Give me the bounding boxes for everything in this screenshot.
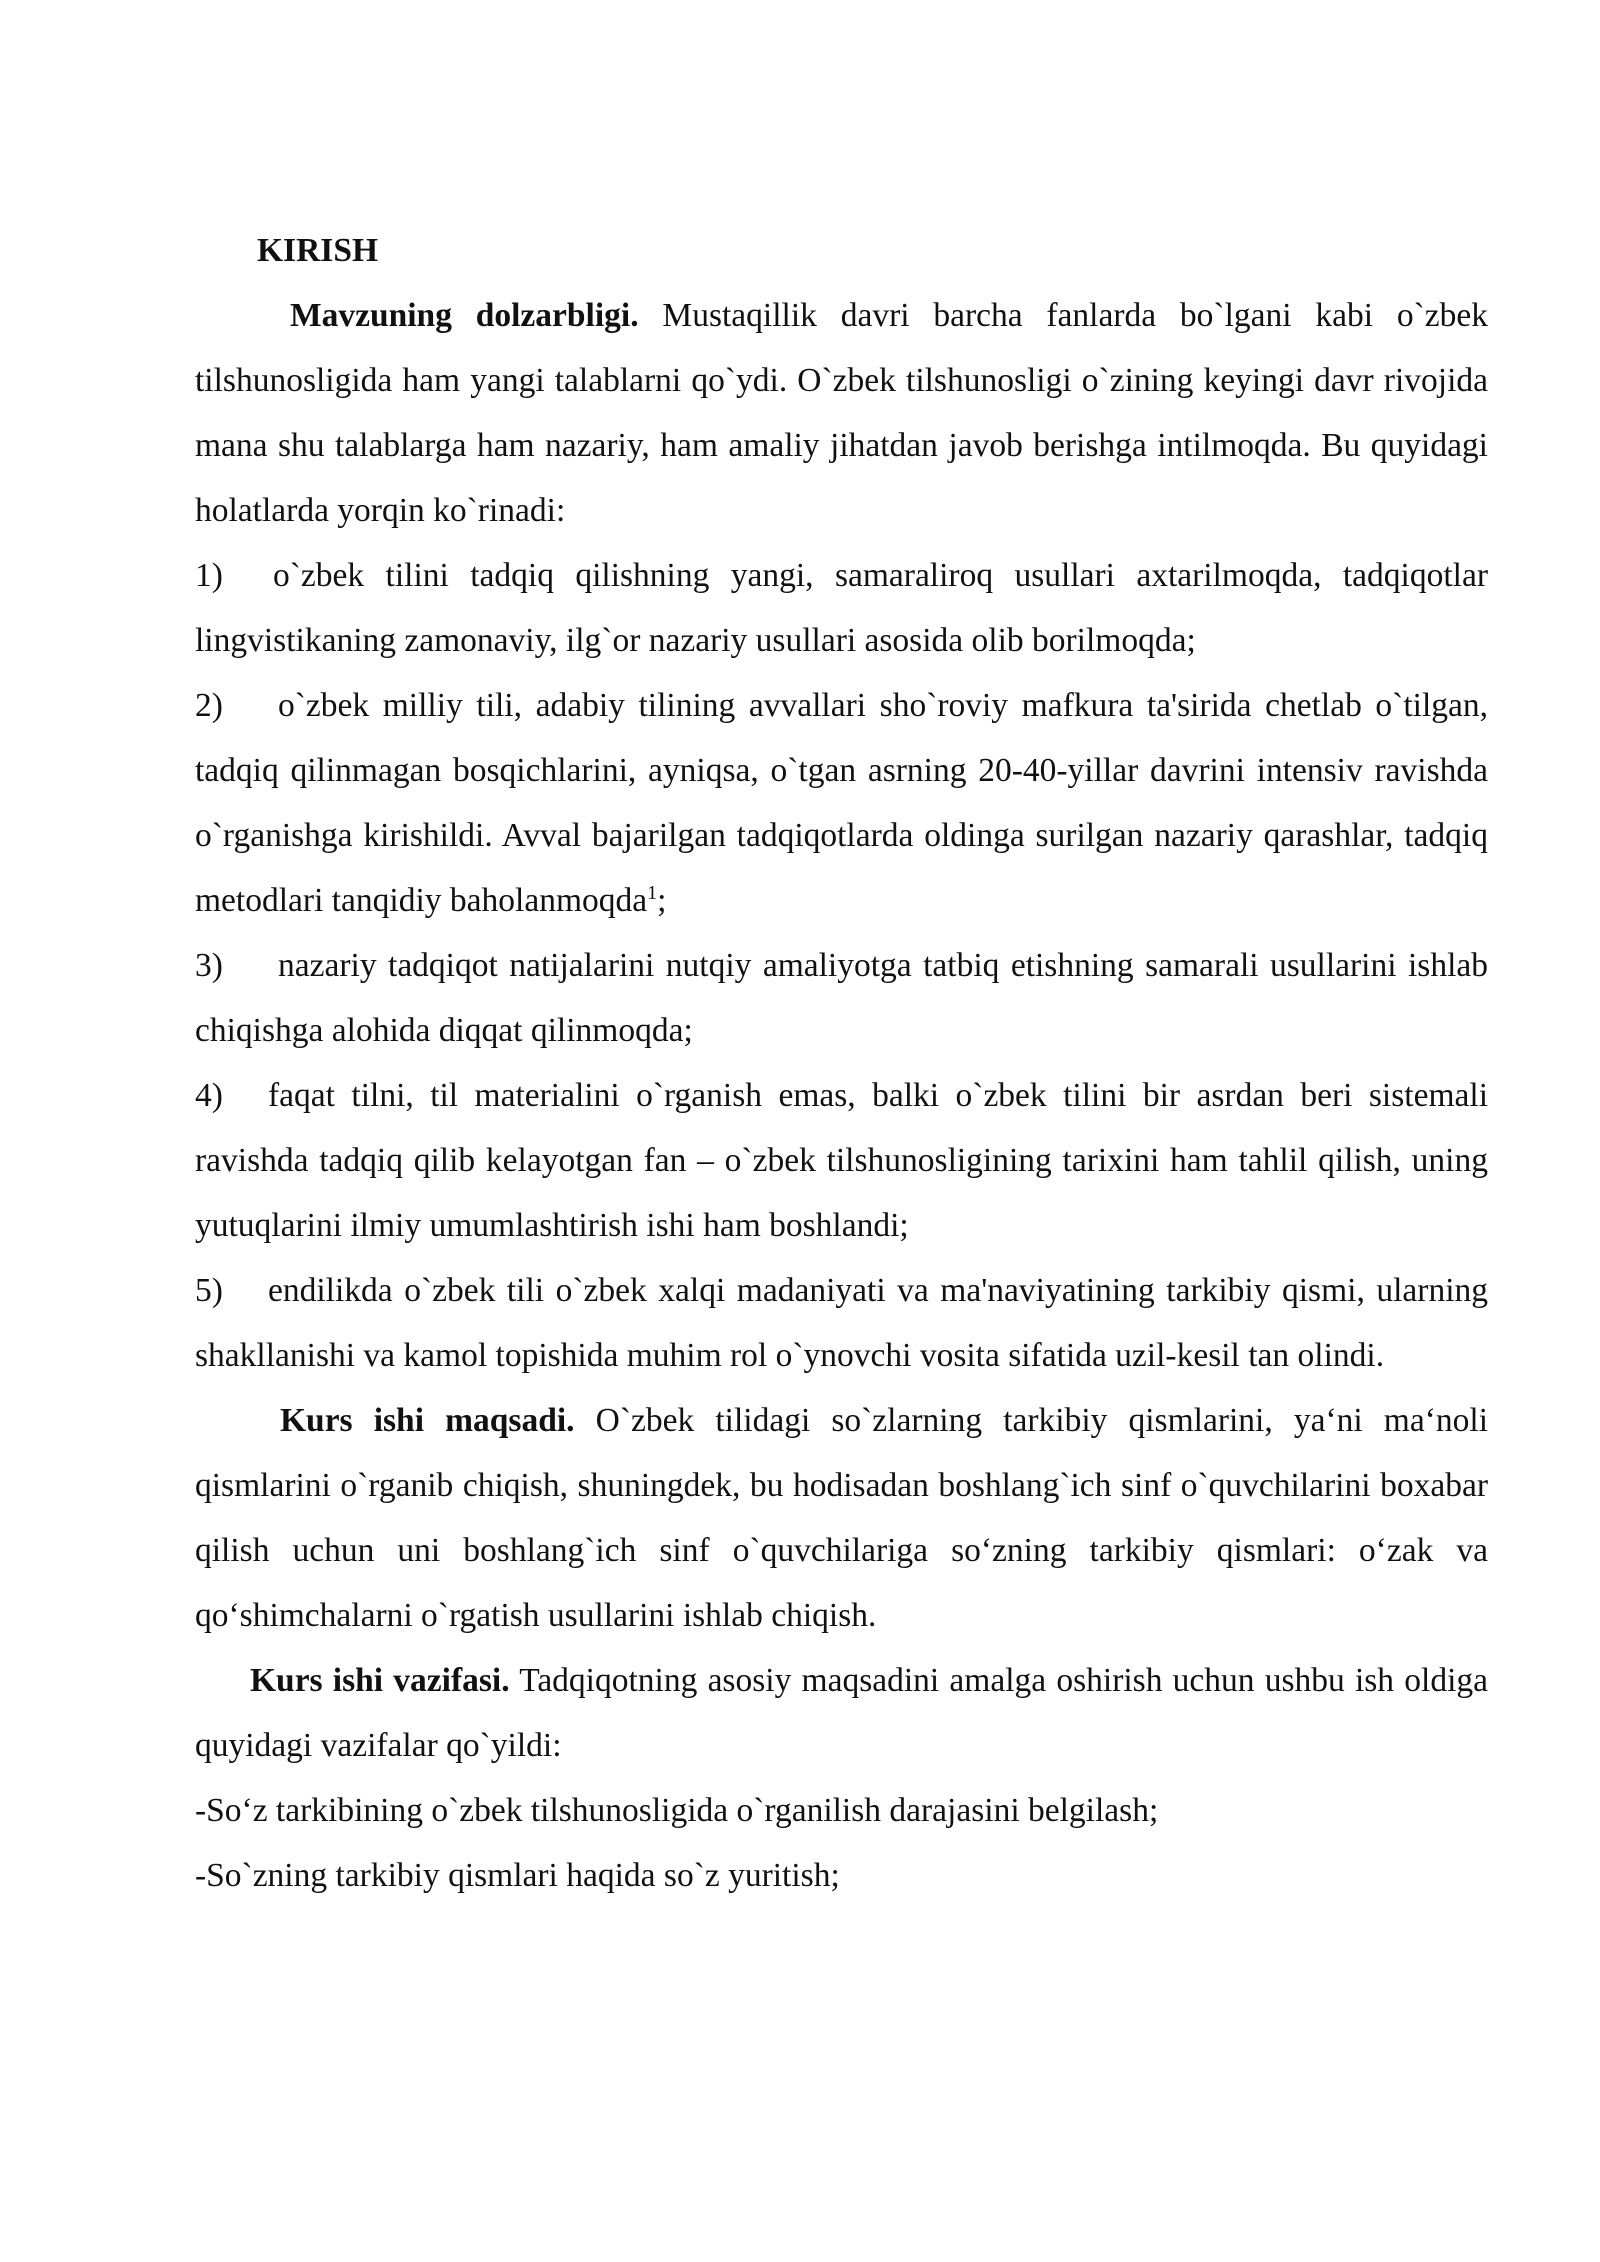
list-item-number: 1) bbox=[195, 557, 223, 594]
goal-heading: Kurs ishi maqsadi. bbox=[280, 1402, 575, 1439]
list-item-text: endilikda o`zbek tili o`zbek xalqi madaniyati va ma'naviyatining tarkibiy qismi, ularning shakllanishi va kamol topishida muhim rol o`ynovchi vosita sifatida uzil-kesil tan olindi. bbox=[195, 1272, 1488, 1374]
list-item-number: 3) bbox=[195, 947, 223, 984]
tasks-text: Tadqiqotning asosiy maqsadini amalga oshirish uchun ushbu ish oldiga quyidagi vazifalar qo`yildi: bbox=[195, 1662, 1488, 1764]
list-item-number: 5) bbox=[195, 1272, 223, 1309]
tasks-heading: Kurs ishi vazifasi. bbox=[250, 1662, 510, 1699]
goal-paragraph bbox=[195, 1388, 1488, 1648]
list-item-number: 2) bbox=[195, 687, 223, 724]
task-line: -So`zning tarkibiy qismlari haqida so`z yuritish; bbox=[195, 1857, 840, 1894]
task-line: -So‘z tarkibining o`zbek tilshunosligida o`rganilish darajasini belgilash; bbox=[195, 1792, 1159, 1829]
list-item-text: o`zbek tilini tadqiq qilishning yangi, samaraliroq usullari axtarilmoqda, tadqiqotlar lingvistikaning zamonaviy, ilg`or nazariy usullari asosida olib borilmoqda; bbox=[195, 557, 1488, 659]
list-item bbox=[195, 1063, 1488, 1258]
list-item-number: 4) bbox=[195, 1077, 223, 1114]
list-item-text: o`zbek milliy tili, adabiy tilining avvallari sho`roviy mafkura ta'sirida chetlab o`tilgan, tadqiq qilinmagan bosqichlarini, ayniqsa, o`tgan asrning 20-40-yillar davrini intensiv ravishda o`rganishga kirishildi. Avval bajarilgan tadqiqotlarda oldinga surilgan nazariy qarashlar, tadqiq metodlari tanqidiy baholanmoqda bbox=[195, 687, 1488, 919]
list-item bbox=[195, 543, 1488, 673]
document-page bbox=[195, 218, 1488, 1908]
list-item-text: faqat tilni, til materialini o`rganish emas, balki o`zbek tilini bir asrdan beri sistemali ravishda tadqiq qilib kelayotgan fan – o`zbek tilshunosligining tarixini ham tahlil qilish, uning yutuqlarini ilmiy umumlashtirish ishi ham boshlandi; bbox=[195, 1077, 1488, 1244]
list-item bbox=[195, 673, 1488, 933]
list-item-text: nazariy tadqiqot natijalarini nutqiy amaliyotga tatbiq etishning samarali usullarini ishlab chiqishga alohida diqqat qilinmoqda; bbox=[195, 947, 1488, 1049]
page-title: KIRISH bbox=[257, 232, 379, 269]
list-item bbox=[195, 933, 1488, 1063]
relevance-text: Mustaqillik davri barcha fanlarda bo`lgani kabi o`zbek tilshunosligida ham yangi talablarni qo`ydi. O`zbek tilshunosligi o`zining keyingi davr rivojida mana shu talablarga ham nazariy, ham amaliy jihatdan javob berishga intilmoqda. Bu quyidagi holatlarda yorqin ko`rinadi: bbox=[195, 297, 1489, 529]
relevance-heading: Mavzuning dolzarbligi. bbox=[290, 297, 639, 334]
list-item bbox=[195, 1258, 1488, 1388]
list-item-text-end: ; bbox=[657, 882, 667, 919]
footnote-marker: 1 bbox=[647, 881, 658, 904]
tasks-paragraph bbox=[195, 1648, 1488, 1778]
relevance-paragraph bbox=[195, 283, 1488, 543]
goal-text: O`zbek tilidagi so`zlarning tarkibiy qismlarini, ya‘ni ma‘noli qismlarini o`rganib chiqish, shuningdek, bu hodisadan boshlang`ich sinf o`quvchilarini boxabar qilish uchun uni boshlang`ich sinf o`quvchilariga so‘zning tarkibiy qismlari: o‘zak va qo‘shimchalarni o`rgatish usullarini ishlab chiqish. bbox=[195, 1402, 1488, 1634]
